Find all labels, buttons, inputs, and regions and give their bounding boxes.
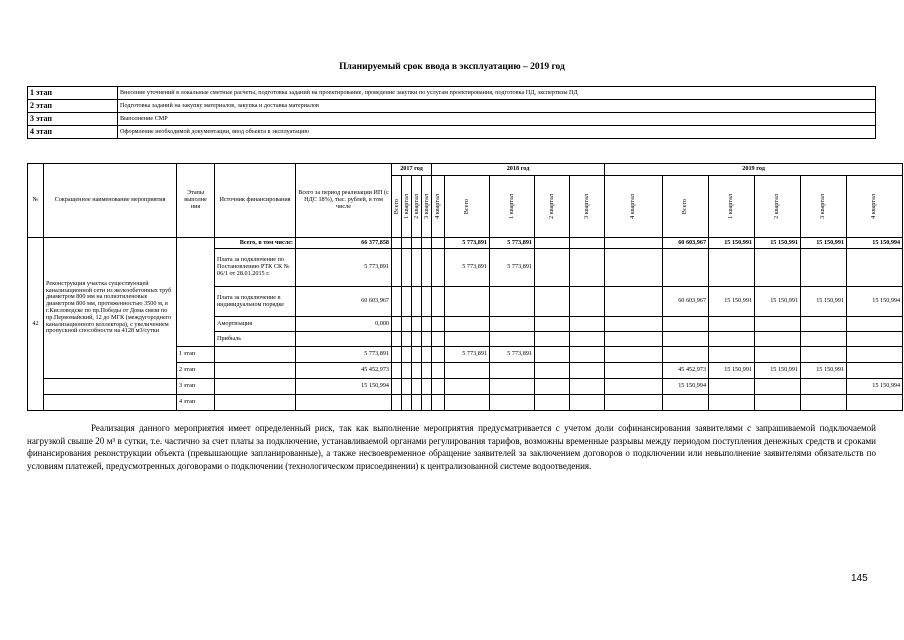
cell-2017 bbox=[422, 317, 432, 332]
source-total: 66 377,858 bbox=[296, 238, 392, 249]
cell-2019-q4 bbox=[847, 317, 903, 332]
cell-2019-q3: 15 150,991 bbox=[801, 363, 847, 379]
cell-2017 bbox=[422, 379, 432, 395]
source-label: Амортизация bbox=[215, 317, 296, 332]
cell-2018-q4 bbox=[605, 332, 663, 347]
cell-2017 bbox=[412, 287, 422, 317]
quarter-header-q4 bbox=[847, 176, 903, 238]
cell-2017-q4 bbox=[432, 347, 445, 363]
cell-2018-q3 bbox=[570, 347, 605, 363]
stage-row bbox=[28, 113, 876, 126]
quarter-header-vsego bbox=[663, 176, 709, 238]
cell-2019-q3 bbox=[801, 332, 847, 347]
year-2017: 2017 год bbox=[392, 164, 432, 176]
source-empty bbox=[215, 395, 296, 411]
cell-2019-q2 bbox=[755, 395, 801, 411]
cell-2019-total bbox=[663, 332, 709, 347]
stage-label: 3 этап bbox=[177, 379, 215, 395]
cell-2017 bbox=[392, 249, 402, 287]
page-number: 145 bbox=[851, 573, 868, 584]
quarter-header-q2 bbox=[755, 176, 801, 238]
cell-2017 bbox=[392, 363, 402, 379]
stage-data-row bbox=[28, 379, 903, 395]
cell-2018-q4 bbox=[605, 363, 663, 379]
cell-2018-q1 bbox=[490, 287, 535, 317]
cell-2019-total bbox=[663, 317, 709, 332]
cell-2017 bbox=[412, 238, 422, 249]
measure-name-cont bbox=[44, 379, 177, 395]
quarter-header-q3 bbox=[422, 176, 432, 238]
cell-2018-q2 bbox=[535, 317, 570, 332]
quarter-label: 1 квартал bbox=[403, 194, 410, 219]
stage-total: 5 773,891 bbox=[296, 347, 392, 363]
cell-2018-q2 bbox=[535, 363, 570, 379]
quarter-label: 1 квартал bbox=[507, 194, 515, 219]
quarter-label: 3 квартал bbox=[423, 194, 430, 219]
stage-name: 2 этап bbox=[28, 100, 118, 113]
cell-2019-q3 bbox=[801, 379, 847, 395]
cell-2018-q3 bbox=[570, 332, 605, 347]
cell-2019-total bbox=[663, 249, 709, 287]
cell-2018-q1 bbox=[490, 332, 535, 347]
cell-2018-q1 bbox=[490, 395, 535, 411]
cell-2018-q2 bbox=[535, 249, 570, 287]
cell-2017-q4 bbox=[432, 379, 445, 395]
cell-2018-q4 bbox=[605, 249, 663, 287]
cell-2018-q1: 5 773,891 bbox=[490, 249, 535, 287]
stages-table bbox=[27, 86, 876, 139]
quarter-header-q4 bbox=[605, 176, 663, 238]
cell-2018-total bbox=[445, 363, 490, 379]
cell-2017 bbox=[412, 379, 422, 395]
col-name: Сокращенное наименование мероприятия bbox=[44, 164, 177, 238]
year-2019: 2019 год bbox=[605, 164, 903, 176]
cell-2018-q3 bbox=[570, 379, 605, 395]
quarter-label: 1 квартал bbox=[727, 194, 735, 219]
quarter-header-q3 bbox=[801, 176, 847, 238]
source-row bbox=[28, 238, 903, 249]
cell-2018-q1 bbox=[490, 317, 535, 332]
cell-2019-q2: 15 150,991 bbox=[755, 287, 801, 317]
quarter-label: 4 квартал bbox=[629, 194, 637, 219]
cell-2018-total bbox=[445, 332, 490, 347]
cell-2019-total bbox=[663, 347, 709, 363]
cell-2019-total: 60 603,967 bbox=[663, 238, 709, 249]
cell-2017 bbox=[402, 238, 412, 249]
cell-2018-q2 bbox=[535, 238, 570, 249]
cell-2017-q4 bbox=[432, 332, 445, 347]
cell-2018-q2 bbox=[535, 395, 570, 411]
stage-label: 1 этап bbox=[177, 347, 215, 363]
stage-total: 45 452,973 bbox=[296, 363, 392, 379]
cell-2019-q1: 15 150,991 bbox=[709, 363, 755, 379]
cell-2018-q1: 5 773,891 bbox=[490, 238, 535, 249]
cell-2017 bbox=[402, 363, 412, 379]
stage-row bbox=[28, 100, 876, 113]
cell-2019-q3 bbox=[801, 347, 847, 363]
cell-2019-q4: 15 150,994 bbox=[847, 238, 903, 249]
source-empty bbox=[215, 347, 296, 363]
cell-2018-q2 bbox=[535, 287, 570, 317]
plan-table bbox=[27, 163, 903, 411]
cell-2018-q3 bbox=[570, 238, 605, 249]
row-number: 42 bbox=[28, 238, 44, 411]
quarter-header-vsego bbox=[392, 176, 402, 238]
quarter-label: 3 квартал bbox=[819, 194, 827, 219]
stage-description: Оформление необходимой документации, ввод объекта в эксплуатацию bbox=[118, 126, 876, 139]
cell-2018-q3 bbox=[570, 363, 605, 379]
quarter-label: Всего bbox=[681, 198, 689, 215]
stage-total bbox=[296, 395, 392, 411]
source-empty bbox=[215, 379, 296, 395]
cell-2019-q3 bbox=[801, 395, 847, 411]
cell-2018-total bbox=[445, 287, 490, 317]
quarter-header-q2 bbox=[535, 176, 570, 238]
cell-2019-q4 bbox=[847, 395, 903, 411]
cell-2018-total bbox=[445, 317, 490, 332]
cell-2018-q1 bbox=[490, 363, 535, 379]
quarter-label: Всего bbox=[462, 198, 470, 215]
cell-2018-q4 bbox=[605, 347, 663, 363]
cell-2017 bbox=[412, 332, 422, 347]
cell-2019-q1 bbox=[709, 317, 755, 332]
cell-2018-q3 bbox=[570, 287, 605, 317]
cell-2017 bbox=[422, 395, 432, 411]
cell-2017 bbox=[392, 379, 402, 395]
source-label: Прибыль bbox=[215, 332, 296, 347]
cell-2019-q1 bbox=[709, 249, 755, 287]
quarter-label: Всего bbox=[393, 198, 400, 215]
cell-2018-q4 bbox=[605, 238, 663, 249]
cell-2018-total: 5 773,891 bbox=[445, 238, 490, 249]
cell-2017 bbox=[392, 287, 402, 317]
quarter-header-q1 bbox=[709, 176, 755, 238]
cell-2017 bbox=[392, 347, 402, 363]
cell-2017 bbox=[402, 287, 412, 317]
cell-2018-q4 bbox=[605, 379, 663, 395]
cell-2019-q1 bbox=[709, 395, 755, 411]
cell-2017 bbox=[422, 347, 432, 363]
stage-name: 3 этап bbox=[28, 113, 118, 126]
stage-description: Подготовка заданий на закупку материалов, закупка и доставка материалов bbox=[118, 100, 876, 113]
cell-2019-q3: 15 150,991 bbox=[801, 287, 847, 317]
cell-2017-q4 bbox=[432, 317, 445, 332]
cell-2018-q2 bbox=[535, 347, 570, 363]
cell-2019-q2: 15 150,991 bbox=[755, 363, 801, 379]
cell-2017 bbox=[402, 379, 412, 395]
cell-2019-q1 bbox=[709, 347, 755, 363]
cell-2018-total bbox=[445, 379, 490, 395]
cell-2019-q2 bbox=[755, 347, 801, 363]
source-total: 60 603,967 bbox=[296, 287, 392, 317]
quarter-header-vsego bbox=[445, 176, 490, 238]
quarter-label: 2 квартал bbox=[773, 194, 781, 219]
col-num: № bbox=[28, 164, 44, 238]
quarter-header-q2 bbox=[412, 176, 422, 238]
quarter-header-q1 bbox=[402, 176, 412, 238]
cell-2017 bbox=[412, 395, 422, 411]
cell-2019-q2 bbox=[755, 249, 801, 287]
stage-description: Внесение уточнений в локальные сметные расчеты, подготовка заданий на проектирование, проведение закупки по услугам проектирования, подготовка ПД, экспертизы ПД bbox=[118, 87, 876, 100]
cell-2019-q2: 15 150,991 bbox=[755, 238, 801, 249]
cell-2017 bbox=[402, 347, 412, 363]
cell-2017 bbox=[412, 347, 422, 363]
cell-2019-q2 bbox=[755, 379, 801, 395]
cell-2018-q4 bbox=[605, 287, 663, 317]
cell-2017 bbox=[422, 238, 432, 249]
cell-2017 bbox=[422, 249, 432, 287]
cell-2017 bbox=[412, 249, 422, 287]
quarter-label: 3 квартал bbox=[582, 194, 590, 219]
measure-name-cont bbox=[44, 395, 177, 411]
quarter-label: 4 квартал bbox=[870, 194, 878, 219]
cell-2017 bbox=[392, 395, 402, 411]
cell-2017-q4 bbox=[432, 238, 445, 249]
source-label: Плата за подключение по Постановлению РТК СК № 06/1 от 28.01.2015 г. bbox=[215, 249, 296, 287]
source-empty bbox=[215, 363, 296, 379]
cell-2018-q4 bbox=[605, 317, 663, 332]
stage-total: 15 150,994 bbox=[296, 379, 392, 395]
cell-2017-q4 bbox=[432, 363, 445, 379]
stage-label: 4 этап bbox=[177, 395, 215, 411]
cell-2019-q2 bbox=[755, 317, 801, 332]
cell-2019-q4: 15 150,994 bbox=[847, 379, 903, 395]
source-label: Плата за подключение в индивидуальном порядке bbox=[215, 287, 296, 317]
cell-2017 bbox=[392, 238, 402, 249]
cell-2018-q2 bbox=[535, 379, 570, 395]
cell-2018-q3 bbox=[570, 317, 605, 332]
page-title: Планируемый срок ввода в эксплуатацию – 2019 год bbox=[339, 62, 565, 72]
cell-2017 bbox=[402, 317, 412, 332]
cell-2019-total bbox=[663, 395, 709, 411]
quarter-label: 2 квартал bbox=[413, 194, 420, 219]
cell-2019-q1 bbox=[709, 332, 755, 347]
quarter-header-q4 bbox=[432, 176, 445, 238]
cell-2017 bbox=[422, 287, 432, 317]
cell-2017 bbox=[412, 363, 422, 379]
cell-2017 bbox=[422, 363, 432, 379]
stage-name: 1 этап bbox=[28, 87, 118, 100]
cell-2019-total: 60 603,967 bbox=[663, 287, 709, 317]
cell-2019-q3 bbox=[801, 249, 847, 287]
cell-2019-q4 bbox=[847, 249, 903, 287]
cell-2019-q1 bbox=[709, 379, 755, 395]
quarter-label: 2 квартал bbox=[547, 194, 555, 219]
year-2018: 2018 год bbox=[432, 164, 605, 176]
cell-2019-q4 bbox=[847, 363, 903, 379]
quarter-label: 4 квартал bbox=[433, 194, 441, 219]
cell-2018-q1 bbox=[490, 379, 535, 395]
stage-name: 4 этап bbox=[28, 126, 118, 139]
cell-2019-q4 bbox=[847, 332, 903, 347]
cell-2017 bbox=[402, 332, 412, 347]
cell-2018-total: 5 773,891 bbox=[445, 347, 490, 363]
stage-row bbox=[28, 87, 876, 100]
cell-2017 bbox=[422, 332, 432, 347]
cell-2019-q4: 15 150,994 bbox=[847, 287, 903, 317]
stage-data-row bbox=[28, 395, 903, 411]
cell-2017 bbox=[392, 332, 402, 347]
quarter-header-q1 bbox=[490, 176, 535, 238]
cell-2018-q3 bbox=[570, 395, 605, 411]
stage-label: 2 этап bbox=[177, 363, 215, 379]
cell-2017 bbox=[392, 317, 402, 332]
stage-description: Выполнение СМР bbox=[118, 113, 876, 126]
cell-2017 bbox=[412, 317, 422, 332]
cell-2019-q1: 15 150,991 bbox=[709, 238, 755, 249]
cell-2019-total: 15 150,994 bbox=[663, 379, 709, 395]
cell-2017 bbox=[402, 249, 412, 287]
col-total: Всего за период реализации ИП (с НДС 18%), тыс. рублей, в том числе bbox=[296, 164, 392, 238]
source-total bbox=[296, 332, 392, 347]
cell-2017 bbox=[402, 395, 412, 411]
col-source: Источник финансирования bbox=[215, 164, 296, 238]
source-label: Всего, в том числе: bbox=[215, 238, 296, 249]
cell-2018-q3 bbox=[570, 249, 605, 287]
risk-paragraph: Реализация данного мероприятия имеет определенный риск, так как выполнение мероприятия предусматривается с учетом доли софинансирования заявителями с запрашиваемой подключаемой нагрузкой свыше 20 м³ в сутки, т.е. частично за счет платы за подключение, устанавливаемой органами регулирования тарифов, возможны временные разрывы между периодом поступления денежных средств и сроками финансирования реконструкции объекта (превышающие запланированные), а также несвоевременное обращение заявителей за заключением договоров о подключении или невыполнение заявителями обязательств по условиям платежей, предусмотренных договорами о подключении (технологическом присоединении) к централизованной системе водоотведения. bbox=[27, 423, 876, 471]
cell-2018-total: 5 773,891 bbox=[445, 249, 490, 287]
quarter-header-q3 bbox=[570, 176, 605, 238]
cell-2019-q1: 15 150,991 bbox=[709, 287, 755, 317]
cell-2017-q4 bbox=[432, 395, 445, 411]
cell-2018-q1: 5 773,891 bbox=[490, 347, 535, 363]
measure-name: Реконструкция участка существующей канализационной сети из железобетонных труб диаметром 800 мм на полиэтиленовые диаметром 800 мм, протяженностью 3500 м, в г.Кисловодске по пр.Победы от Дома связи по пр.Первомайский, 12 до МГК (междугороднего канализационного коллектора), с увеличением пропускной способности на 4128 м3/сутки bbox=[44, 238, 177, 379]
cell-2019-q3 bbox=[801, 317, 847, 332]
cell-2018-q4 bbox=[605, 395, 663, 411]
cell-2019-q3: 15 150,991 bbox=[801, 238, 847, 249]
cell-2019-total: 45 452,973 bbox=[663, 363, 709, 379]
cell-2018-total bbox=[445, 395, 490, 411]
cell-2019-q4 bbox=[847, 347, 903, 363]
cell-2019-q2 bbox=[755, 332, 801, 347]
source-total: 5 773,891 bbox=[296, 249, 392, 287]
stage-row bbox=[28, 126, 876, 139]
cell-2018-q2 bbox=[535, 332, 570, 347]
cell-2017-q4 bbox=[432, 249, 445, 287]
col-stages: Этапы выполне ния bbox=[177, 164, 215, 238]
cell-2017-q4 bbox=[432, 287, 445, 317]
stage-cell bbox=[177, 238, 215, 347]
source-total: 0,000 bbox=[296, 317, 392, 332]
